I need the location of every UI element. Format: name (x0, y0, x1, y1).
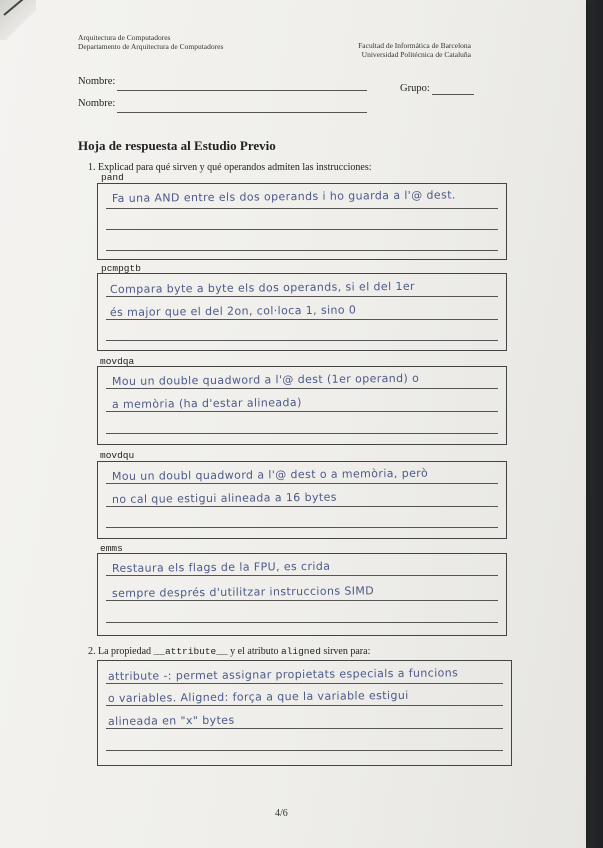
answer-line (106, 750, 503, 751)
nombre-label-1: Nombre: (78, 76, 116, 87)
answer-box-movdqa[interactable] (97, 366, 507, 445)
nombre-label-2: Nombre: (78, 98, 116, 109)
answer-line (106, 340, 498, 341)
nombre-field-1[interactable] (117, 90, 367, 91)
handwritten-answer-pcmpgtb-1: Compara byte a byte els dos operands, si el del 1er (109, 279, 415, 296)
handwritten-answer-emms-2: sempre després d'utilitzar instruccions SIMD (111, 584, 375, 600)
answer-line (106, 229, 498, 230)
instruction-name-emms: emms (100, 543, 123, 554)
answer-line (106, 250, 498, 251)
answer-line (106, 433, 498, 434)
answer-line (106, 683, 503, 684)
answer-line (106, 527, 498, 528)
answer-line (106, 705, 503, 706)
question-2-text-after: sirven para: (320, 646, 371, 657)
answer-box-movdqu[interactable] (97, 461, 507, 539)
handwritten-answer-movdqu-2: no cal que estigui alineada a 16 bytes (111, 490, 337, 506)
answer-line (106, 388, 498, 389)
instruction-name-movdqa: movdqa (100, 356, 135, 367)
handwritten-answer-movdqu-1: Mou un doubl quadword a l'@ dest o a memòria, però (111, 466, 429, 483)
answer-line (106, 575, 498, 576)
answer-line (106, 483, 498, 484)
handwritten-answer-movdqa-1: Mou un double quadword a l'@ dest (1er operand) o (111, 371, 420, 388)
instruction-name-movdqu: movdqu (100, 450, 135, 461)
answer-box-question-2[interactable] (97, 660, 512, 766)
answer-box-pcmpgtb[interactable] (97, 273, 507, 351)
question-2-code-attribute: __attribute__ (153, 646, 228, 657)
handwritten-answer-movdqa-2: a memòria (ha d'estar alineada) (111, 396, 302, 411)
answer-line (106, 728, 503, 729)
handwritten-answer-pand-1: Fa una AND entre els dos operands i ho guarda a l'@ dest. (111, 188, 456, 205)
answer-line (106, 600, 498, 601)
page-title: Hoja de respuesta al Estudio Previo (78, 138, 276, 153)
header-right (358, 42, 471, 59)
department-name: Departamento de Arquitectura de Computadores (78, 41, 224, 51)
instruction-name-pand: pand (101, 172, 124, 183)
answer-line (106, 506, 498, 507)
answer-line (106, 296, 498, 297)
course-name: Arquitectura de Computadores (78, 33, 171, 42)
page-number: 4/6 (275, 808, 288, 819)
question-2-code-aligned: aligned (281, 646, 321, 657)
answer-box-emms[interactable] (97, 553, 507, 636)
question-2-text-before: 2. La propiedad (88, 646, 154, 657)
grupo-field[interactable] (432, 94, 474, 95)
handwritten-answer-emms-1: Restaura els flags de la FPU, es crida (111, 559, 331, 575)
faculty-name: Facultad de Informática de Barcelona (358, 41, 471, 50)
university-name: Universidad Politécnica de Cataluña (361, 49, 471, 59)
answer-line (106, 319, 498, 320)
answer-line (106, 411, 498, 412)
question-2-text (88, 646, 370, 657)
handwritten-answer-q2-2: o variables. Aligned: força a que la variable estigui (107, 688, 409, 705)
handwritten-answer-q2-3: alineada en "x" bytes (107, 713, 235, 728)
nombre-field-2[interactable] (117, 112, 367, 113)
answer-line (106, 208, 498, 209)
grupo-label: Grupo: (400, 83, 430, 94)
paper-fold-corner (0, 0, 36, 40)
header-left (78, 34, 223, 51)
question-1-text: 1. Explicad para qué sirven y qué operandos admiten las instrucciones: (88, 162, 372, 173)
instruction-name-pcmpgtb: pcmpgtb (101, 263, 141, 274)
question-2-text-middle: y el atributo (227, 646, 281, 657)
handwritten-answer-q2-1: attribute -: permet assignar propietats especials a funcions (107, 666, 459, 683)
answer-box-pand[interactable] (97, 183, 507, 260)
handwritten-answer-pcmpgtb-2: és major que el del 2on, col·loca 1, sino 0 (109, 303, 357, 319)
answer-line (106, 622, 498, 623)
